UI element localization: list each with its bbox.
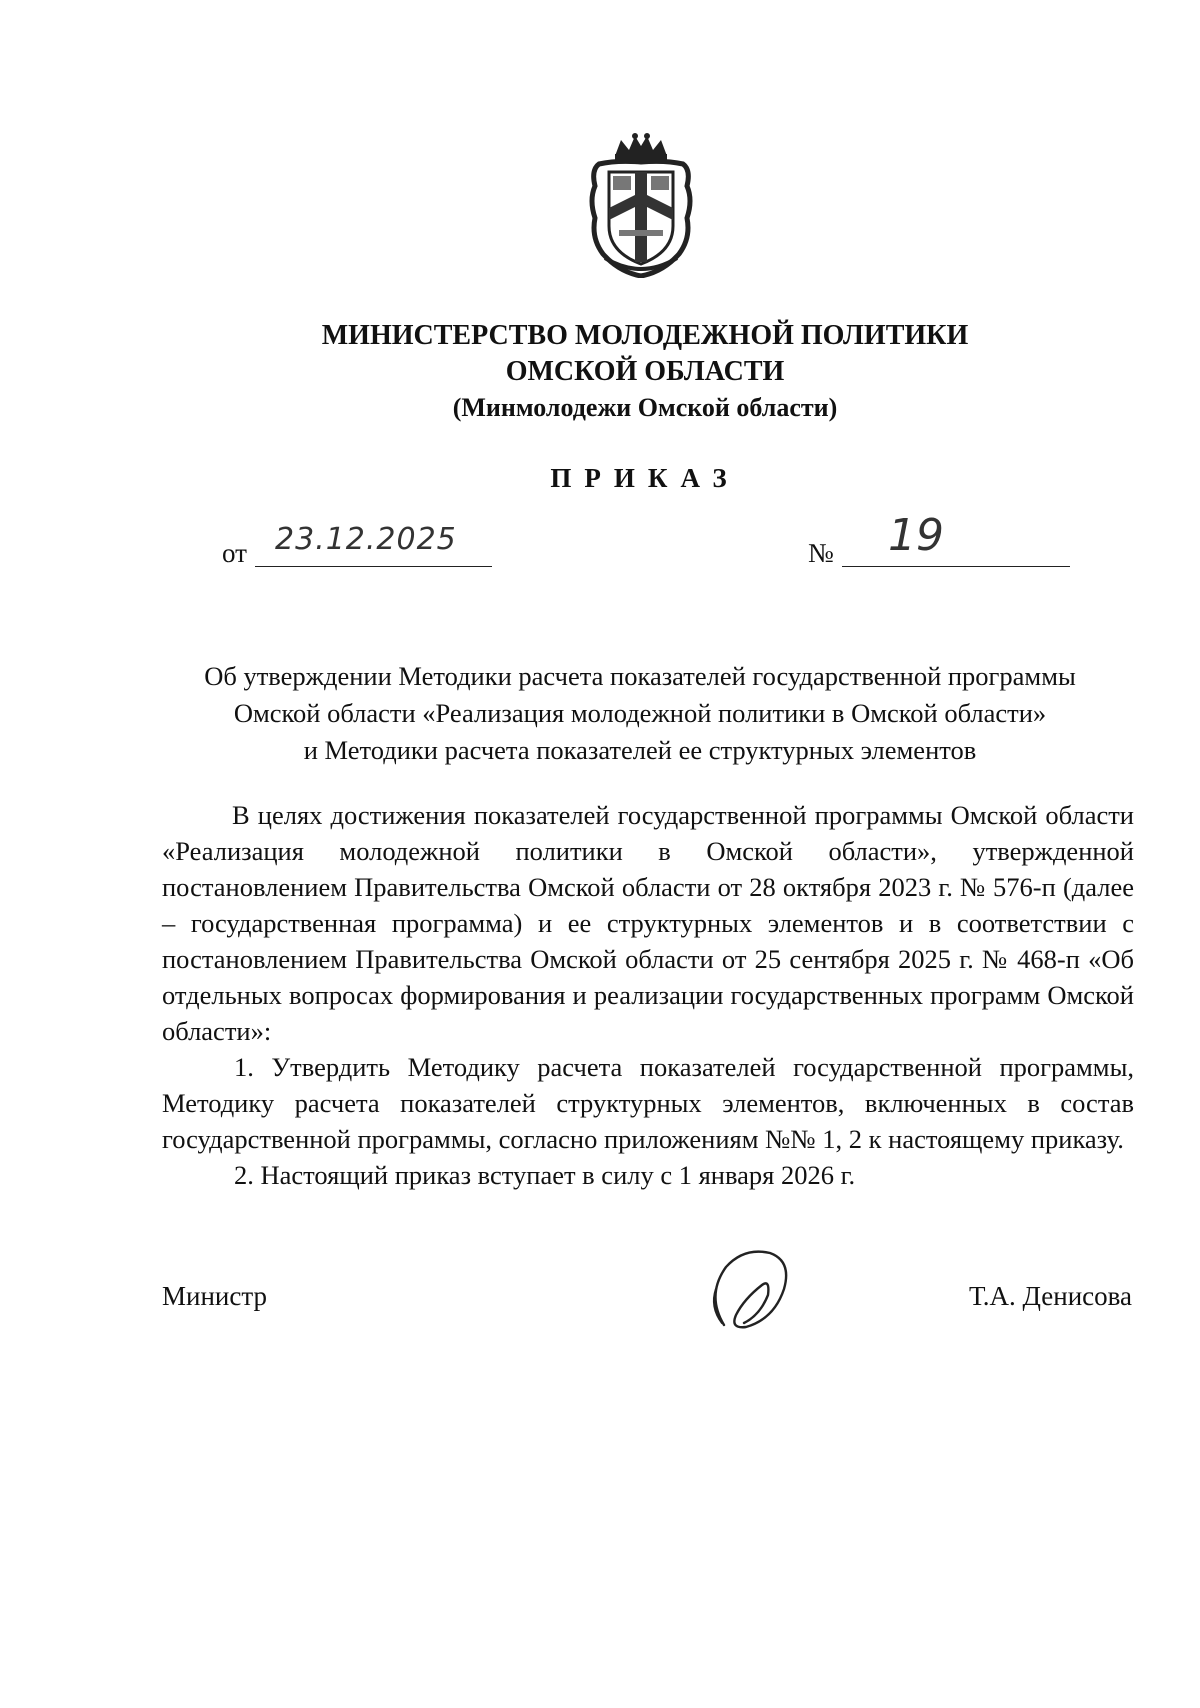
number-label: № bbox=[808, 538, 834, 568]
date-underline bbox=[255, 566, 492, 567]
coat-of-arms-emblem bbox=[585, 130, 697, 278]
subject-line: и Методики расчета показателей ее структурных элементов bbox=[303, 735, 977, 765]
number-underline bbox=[842, 566, 1070, 567]
subject-line: Об утверждении Методики расчета показателей государственной программы bbox=[204, 661, 1076, 691]
document-type-title: ПРИКАЗ bbox=[550, 463, 740, 493]
preamble-paragraph: В целях достижения показателей государственной программы Омской области «Реализация молодежной политики в Омской области», утвержденной постановлением Правительства Омской области от 28 октября 2023 г. № 576-п (далее – государственная программа) и ее структурных элементов и в соответствии с постановлением Правительства Омской области от 25 сентября 2025 г. № 468-п «Об отдельных вопросах формирования и реализации государственных программ Омской области»: bbox=[162, 800, 1134, 1046]
order-item-2: 2. Настоящий приказ вступает в силу с 1 января 2026 г. bbox=[234, 1160, 856, 1190]
signatory-name: Т.А. Денисова bbox=[968, 1281, 1132, 1311]
signatory-role: Министр bbox=[162, 1281, 267, 1311]
handwritten-number: 19 bbox=[888, 510, 944, 561]
ministry-name-line2: ОМСКОЙ ОБЛАСТИ bbox=[505, 356, 785, 387]
handwritten-signature bbox=[700, 1245, 800, 1331]
document-subject bbox=[140, 658, 1140, 769]
ministry-name-line1: МИНИСТЕРСТВО МОЛОДЕЖНОЙ ПОЛИТИКИ bbox=[321, 320, 969, 351]
date-label: от bbox=[222, 538, 247, 568]
handwritten-date: 23.12.2025 bbox=[275, 522, 457, 557]
order-item-1: 1. Утвердить Методику расчета показателей государственной программы, Методику расчета показателей структурных элементов, включенных в состав государственной программы, согласно приложениям №№ 1, 2 к настоящему приказу. bbox=[162, 1052, 1134, 1154]
document-body bbox=[162, 797, 1134, 1193]
subject-line: Омской области «Реализация молодежной политики в Омской области» bbox=[233, 698, 1047, 728]
ministry-short-name: (Минмолодежи Омской области) bbox=[452, 393, 838, 422]
